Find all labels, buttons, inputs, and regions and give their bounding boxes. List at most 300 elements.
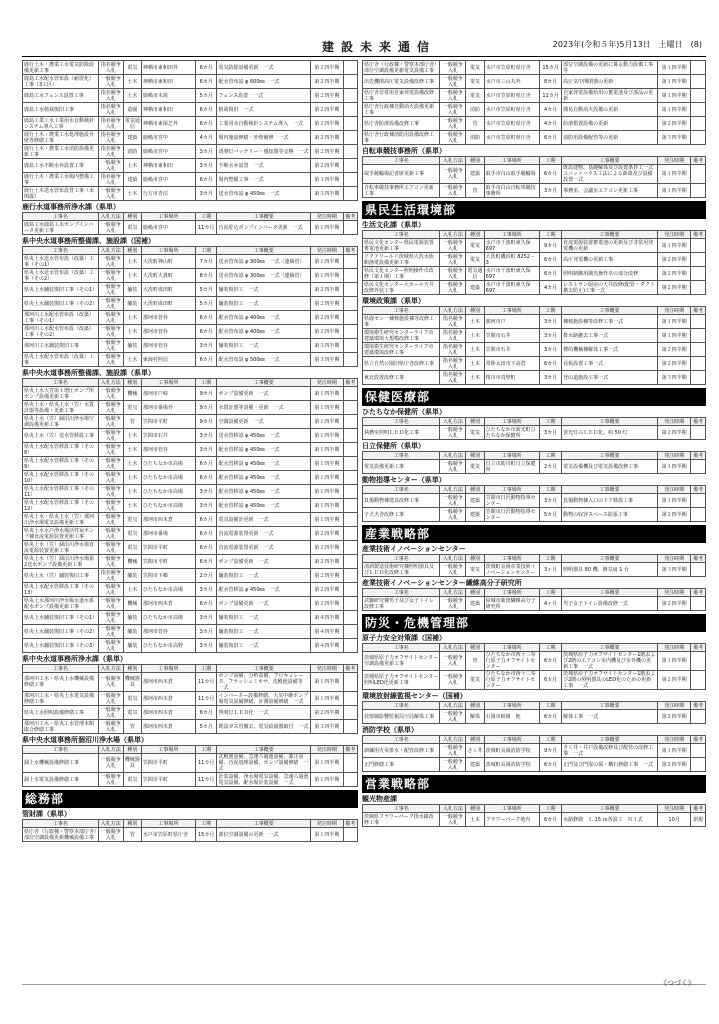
table-cell: 第３四半期: [657, 371, 690, 385]
table-cell: 電気防除設備更新 一式: [217, 61, 311, 75]
table-cell: 一般競争入札: [98, 513, 123, 527]
column-header: 入札方法: [440, 452, 466, 460]
table-cell: 9カ月: [195, 387, 217, 401]
table-cell: 水戸市千波町東久保697: [484, 281, 539, 295]
table-cell: 電気: [123, 61, 141, 75]
table-row: [23, 611, 358, 625]
table-row: [363, 758, 706, 772]
table-header-row: [23, 665, 358, 673]
table-cell: 一般競争入札: [98, 339, 123, 353]
column-header: 工期: [539, 157, 561, 165]
table-cell: 3カ月: [539, 426, 561, 440]
table-cell: 電気: [123, 773, 141, 787]
column-header: 工期: [539, 589, 561, 597]
table-cell: 管: [466, 184, 484, 198]
column-header: 工事概要: [562, 486, 658, 494]
table-row: [363, 253, 706, 267]
column-header: 発注時期: [311, 213, 343, 221]
column-header: 入札方法: [440, 231, 466, 239]
table-cell: 子犬犬舎改修工事: [363, 508, 440, 522]
table-cell: 3カ月: [195, 187, 217, 201]
table-cell: 一般競争入札: [98, 443, 123, 457]
table-cell: 指名競争入札: [98, 569, 123, 583]
table-cell: 計装設備、浄水場電気設備、急速ろ過池電気設備、配水場計装設備 一式: [217, 773, 311, 787]
table-cell: 指名競争入札: [98, 117, 123, 131]
table-cell: 3カ月: [195, 145, 217, 159]
table-cell: 一般競争入札: [98, 720, 123, 734]
table-cell: 一般競争入札: [98, 773, 123, 787]
table-header-row: [363, 231, 706, 239]
table-cell: 舗装: [123, 639, 141, 653]
table-cell: 水路修繕 Ｌ 15 ｍ各設工 Ｎ１式: [562, 813, 658, 827]
table-header-row: [363, 418, 706, 426]
column-header: 発注時期: [311, 746, 343, 754]
table-row: [363, 267, 706, 281]
table-cell: [343, 187, 357, 201]
table-cell: [691, 563, 706, 577]
column-header: 工事概要: [217, 820, 311, 828]
table-cell: 場内施設修繕・外壁補修 一式: [217, 131, 311, 145]
table-cell: [343, 754, 357, 773]
table-row: [23, 541, 358, 555]
continued-mark: 《つづく》: [660, 979, 695, 987]
table-cell: [691, 131, 706, 145]
table-cell: 電気: [466, 426, 484, 440]
column-header: 種別: [466, 452, 484, 460]
column-header: 種別: [123, 213, 141, 221]
project-table: [22, 212, 358, 235]
table-cell: 3カ月: [539, 371, 561, 385]
table-cell: ひたちなか市西十三奉行原子力オフサイトセンター: [484, 671, 539, 690]
table-cell: 送水管移設 φ 450㎜ 一式: [217, 429, 311, 443]
column-header: 工事概要: [562, 231, 658, 239]
table-row: [23, 117, 358, 131]
table-cell: 6カ月: [539, 652, 561, 671]
table-cell: 電気通信: [467, 267, 483, 280]
table-cell: 放射線影響監視局空局解体工事: [363, 710, 440, 724]
column-header: 工事名: [363, 644, 440, 652]
table-cell: 大洗町大貫町: [141, 269, 195, 283]
table-cell: [343, 75, 357, 89]
section-heading: 産業技術イノベーションセンター繊維高分子研究所: [362, 579, 522, 587]
table-cell: 消防: [466, 131, 484, 145]
table-header-row: [363, 307, 706, 315]
table-cell: 土木: [466, 343, 484, 357]
table-cell: ポンプ設備更新 一式: [217, 387, 311, 401]
table-cell: 第２四半期: [311, 145, 343, 159]
column-header: 工事場所: [484, 231, 539, 239]
column-header: 備考: [691, 805, 706, 813]
column-header: 工事概要: [562, 589, 658, 597]
department-bar-eigyou: 営業戦略部: [362, 775, 706, 793]
table-cell: 水戸市千波町東久保697: [484, 267, 539, 281]
table-cell: 一般競争入札: [98, 415, 123, 429]
table-cell: 建築: [466, 494, 484, 508]
table-cell: [343, 401, 357, 415]
table-cell: 指名競争入札: [98, 61, 123, 75]
table-header-row: [23, 746, 358, 754]
column-header: 工事場所: [141, 247, 195, 255]
table-cell: 那珂川工水舗装復旧工事: [23, 339, 99, 353]
table-cell: 県央上水配水管移設工事（その13）: [23, 583, 99, 597]
section-heading: 産業技術イノベーションセンター: [362, 545, 466, 553]
table-cell: 第１四半期: [657, 494, 690, 508]
table-cell: 6カ月: [539, 357, 561, 371]
table-cell: 県民文化センター大ホール天井改修外装工事: [363, 281, 440, 295]
table-cell: 土木: [466, 357, 484, 371]
table-cell: 第２四半期: [311, 117, 343, 131]
table-cell: 県央上水舗装復旧工事（その3）: [23, 639, 99, 653]
table-cell: 鹿行土木・農業工水処理施設外壁等修繕工事: [23, 131, 99, 145]
table-cell: 第２四半期: [311, 297, 343, 311]
column-header: 種別: [466, 702, 484, 710]
table-cell: 県央上水配水管移設工事（その12）: [23, 499, 99, 513]
project-table: [362, 485, 706, 522]
table-cell: 舗装復旧工 一式: [217, 569, 311, 583]
column-header: 工事名: [23, 665, 99, 673]
table-cell: 第２四半期: [311, 527, 343, 541]
table-cell: 第４四半期: [311, 625, 343, 639]
column-header: 工事場所: [141, 665, 195, 673]
column-header: 種別: [466, 589, 484, 597]
table-cell: 直流電源装置蓄電池の更新及び非常用発電機の更新: [562, 239, 658, 253]
department-bar-soumu: 総務部: [22, 790, 358, 808]
table-cell: 一般競争入札: [98, 311, 123, 325]
table-cell: 植栽復旧 一式: [217, 103, 311, 117]
table-cell: 日立市助川町日立保健所: [484, 460, 539, 474]
table-cell: 6カ月: [539, 267, 561, 281]
table-cell: 11カ月: [195, 773, 217, 787]
table-cell: 那珂市菅谷: [141, 311, 195, 325]
table-cell: 電気: [123, 527, 141, 541]
table-cell: 舗装復旧工 一式: [217, 611, 311, 625]
table-cell: 那珂川工水配水管布設（改築）工事（その1）: [23, 311, 99, 325]
column-header: 工事名: [23, 820, 99, 828]
table-cell: 4カ月: [539, 103, 561, 117]
table-cell: 舗装: [123, 339, 141, 353]
table-cell: 県央上水送水管布設（改築）工事（その2）: [23, 269, 99, 283]
table-cell: ポンプ設備、分析設備、フロキュレータ、フラッシュミキサ、沈殿池設備等 一式: [217, 673, 311, 692]
table-cell: 試験研究棟男子及び女子トイレ改修工事: [363, 597, 440, 611]
table-cell: 第２四半期: [311, 706, 343, 720]
column-header: 備考: [691, 555, 706, 563]
table-cell: 県央上水（笠）送水管移設工事: [23, 429, 99, 443]
table-cell: [343, 159, 357, 173]
table-row: [23, 415, 358, 429]
table-cell: 第１四半期: [311, 485, 343, 499]
table-row: [23, 187, 358, 201]
table-row: [363, 710, 706, 724]
table-row: [23, 401, 358, 415]
table-cell: 第１四半期: [311, 401, 343, 415]
table-cell: 第１四半期: [311, 269, 343, 283]
table-cell: 3カ月: [539, 315, 561, 329]
table-cell: 第２四半期: [311, 555, 343, 569]
table-cell: [691, 652, 706, 671]
table-cell: 取手競輪場記者席更新工事: [363, 165, 440, 184]
table-row: [23, 583, 358, 597]
table-cell: 石岡市柿岡 他: [484, 710, 539, 724]
table-cell: 県央上水（笠）涸沼川浄水場空調設備更新工事: [23, 415, 99, 429]
column-header: 発注時期: [657, 307, 690, 315]
table-cell: 県央上水配水管移設工事（その8）: [23, 443, 99, 457]
table-header-row: [363, 157, 706, 165]
table-cell: 6カ月: [195, 513, 217, 527]
table-row: [23, 353, 358, 367]
column-header: 発注時期: [657, 805, 690, 813]
table-cell: 鹿嶋市木滝: [141, 89, 195, 103]
table-cell: 第２四半期: [311, 159, 343, 173]
table-cell: 土木: [123, 159, 141, 173]
table-cell: 土木: [123, 255, 141, 269]
column-header: 種別: [123, 379, 141, 387]
table-row: [23, 255, 358, 269]
table-row: [23, 443, 358, 457]
table-cell: 那珂市西木倉: [141, 720, 195, 734]
table-row: [363, 597, 706, 611]
table-cell: 機械: [123, 597, 141, 611]
table-cell: 高圧発電機の更新工事: [562, 253, 658, 267]
section-heading: 管財課（県単）: [22, 810, 71, 818]
column-header: 工期: [195, 213, 217, 221]
column-header: 備考: [691, 644, 706, 652]
project-table: [22, 246, 358, 367]
table-cell: [691, 597, 706, 611]
table-cell: 第２四半期: [311, 325, 343, 339]
table-cell: [343, 339, 357, 353]
table-cell: [343, 255, 357, 269]
table-cell: 高圧気中開閉器の更新: [562, 75, 658, 89]
table-row: [23, 283, 358, 297]
table-cell: 第２四半期: [657, 253, 690, 267]
column-header: 工事名: [363, 307, 440, 315]
table-cell: 第１四半期: [311, 673, 343, 692]
table-cell: 配水管布設 φ 400㎜ 一式: [217, 325, 311, 339]
column-header: 工期: [195, 820, 217, 828]
table-cell: 県央上水舗装復旧工事（その2）: [23, 297, 99, 311]
table-cell: 3カ月: [195, 583, 217, 597]
table-cell: 笠間市石井: [484, 343, 539, 357]
table-cell: 鹿嶋市宮中: [141, 221, 195, 235]
table-cell: 県央上水舗装復旧工事（その1）: [23, 283, 99, 297]
table-header-row: [363, 486, 706, 494]
table-cell: [343, 639, 357, 653]
column-header: 工事名: [363, 157, 440, 165]
column-header: 工事名: [363, 736, 440, 744]
table-cell: 那珂市菅谷: [141, 625, 195, 639]
table-cell: 場内整備工事 一式: [217, 173, 311, 187]
table-cell: 県央上水配水管移設工事（その10）: [23, 471, 99, 485]
table-cell: 一般競争入札: [98, 255, 123, 269]
table-cell: [343, 527, 357, 541]
table-cell: 一般競争入札: [440, 165, 466, 184]
table-cell: 6カ月: [195, 311, 217, 325]
table-header-row: [23, 247, 358, 255]
table-cell: 第２四半期: [311, 103, 343, 117]
column-header: 入札方法: [98, 379, 123, 387]
table-cell: 鹿島工水植栽復旧工事: [23, 103, 99, 117]
table-header-row: [23, 820, 358, 828]
table-cell: 8カ月: [539, 75, 561, 89]
table-header-row: [363, 644, 706, 652]
table-cell: 男子女子トイレ設備改修一式: [562, 597, 658, 611]
table-cell: 茨城町長岡消防学校: [484, 744, 539, 758]
table-cell: [343, 61, 357, 75]
column-header: 工事名: [363, 555, 440, 563]
table-row: [23, 720, 358, 734]
column-header: 工事場所: [484, 555, 539, 563]
column-header: 工事名: [363, 452, 440, 460]
table-cell: 配水管移設 φ 450㎜ 一式: [217, 443, 311, 457]
table-cell: 照明器具 80 機、換気扇 1 台: [562, 563, 658, 577]
table-cell: 配水管布設 φ 600㎜ 一式: [217, 75, 311, 89]
table-cell: 消防: [123, 145, 141, 159]
column-header: 入札方法: [98, 247, 123, 255]
table-cell: 一般競争入札: [98, 583, 123, 597]
column-header: 入札方法: [440, 589, 466, 597]
table-cell: 照明制御用調光操作卓の部分改修: [562, 267, 658, 281]
table-cell: 第１四半期: [311, 773, 343, 787]
table-cell: 指名競争入札: [98, 145, 123, 159]
column-header: 入札方法: [440, 805, 466, 813]
table-cell: 第３四半期: [657, 131, 690, 145]
table-cell: 電気設備計更新 一式: [217, 513, 311, 527]
table-cell: 笠間市平町: [141, 555, 195, 569]
table-cell: 県央上水（笠）舗装復旧工事: [23, 569, 99, 583]
table-cell: [691, 710, 706, 724]
table-cell: 第１四半期: [311, 443, 343, 457]
table-cell: 第３四半期: [311, 720, 343, 734]
table-cell: 指名競争入札: [440, 343, 466, 357]
table-cell: 配水管布設 φ 500㎜ 一式: [217, 353, 311, 367]
table-row: [363, 813, 706, 827]
table-cell: 指名競争入札: [440, 329, 466, 343]
department-bar-bousai: 防災・危機管理部: [362, 614, 706, 632]
table-cell: [691, 329, 706, 343]
table-cell: 第１四半期: [657, 744, 690, 758]
table-cell: 一般競争入札: [440, 508, 466, 522]
table-cell: 一般競争入札: [98, 457, 123, 471]
column-header: 工期: [195, 379, 217, 387]
table-cell: 一般競争入札: [440, 103, 466, 117]
table-cell: 大洗町成田町: [141, 297, 195, 311]
table-cell: 第１四半期: [657, 239, 690, 253]
table-cell: 大洗町神山町: [141, 255, 195, 269]
table-cell: 水戸市千波町東久保697: [484, 239, 539, 253]
right-column: [362, 60, 706, 827]
table-cell: 7カ月: [195, 255, 217, 269]
table-cell: [343, 625, 357, 639]
table-cell: 一般競争入札: [98, 754, 123, 773]
table-cell: 舗装復旧工 一式: [217, 339, 311, 353]
table-cell: 第１四半期: [311, 513, 343, 527]
table-cell: 一般競争入札: [98, 401, 123, 415]
table-cell: 電気通信: [124, 117, 140, 130]
table-cell: 第１四半期: [311, 692, 343, 706]
table-row: [363, 281, 706, 295]
table-cell: [343, 541, 357, 555]
column-header: 工事名: [23, 746, 99, 754]
table-cell: 3カ月: [539, 184, 561, 198]
section-heading: 動物指導センター（県単）: [362, 476, 446, 484]
table-cell: 汚泥貯込ポンプインバータ更新 一式: [217, 221, 311, 235]
table-row: [363, 357, 706, 371]
table-cell: フェンス設置 一式: [217, 89, 311, 103]
table-cell: 水戸市笠原町県庁舎: [484, 103, 539, 117]
table-cell: 電気設備更新工事: [363, 460, 440, 474]
column-header: 工期: [539, 486, 561, 494]
column-header: 備考: [691, 307, 706, 315]
table-row: [23, 61, 358, 75]
table-cell: 6カ月: [195, 103, 217, 117]
table-cell: 県央上水配水管移設工事（その11）: [23, 485, 99, 499]
table-cell: 県央上水配水管移設工事（その9）: [23, 457, 99, 471]
section-heading: 県中央水道事務所整備課、施設課（国補）: [22, 237, 155, 245]
table-cell: [343, 283, 357, 297]
table-cell: [691, 671, 706, 690]
table-cell: 第２四半期: [657, 710, 690, 724]
column-header: 工事場所: [484, 418, 539, 426]
table-cell: 一般競争入札: [98, 159, 123, 173]
table-cell: [343, 720, 357, 734]
table-cell: 管: [123, 828, 141, 842]
table-cell: 土木: [123, 485, 141, 499]
table-cell: 笠間市石井: [484, 329, 539, 343]
table-cell: 造園: [123, 103, 141, 117]
table-cell: 第１四半期: [311, 499, 343, 513]
table-cell: 3カ月: [195, 499, 217, 513]
table-cell: 3カ月: [195, 159, 217, 173]
table-cell: 動物の収容スペース拡張工事: [562, 508, 658, 522]
table-cell: 6カ月: [539, 710, 561, 724]
table-cell: 舗装復旧工 一式: [217, 283, 311, 297]
table-cell: 不断水弁設置 一式: [217, 159, 311, 173]
column-header: 発注時期: [657, 452, 690, 460]
project-table: [362, 417, 706, 440]
table-cell: 3カ月: [539, 329, 561, 343]
column-header: 種別: [466, 555, 484, 563]
table-cell: [691, 89, 706, 103]
table-cell: 第１四半期: [311, 221, 343, 235]
column-header: 発注時期: [657, 555, 690, 563]
table-cell: 第１四半期: [311, 471, 343, 485]
table-cell: 5カ月: [195, 720, 217, 734]
table-cell: 水戸市笠原町県庁舎: [484, 61, 539, 75]
column-header: 備考: [691, 736, 706, 744]
column-header: 発注時期: [657, 231, 690, 239]
table-cell: 笠間市日沢動物指導センター: [484, 508, 539, 522]
table-cell: 水戸市笠原町県庁舎: [484, 117, 539, 131]
table-row: [23, 339, 358, 353]
table-cell: 那珂市西木倉: [141, 513, 195, 527]
table-cell: 一般競争入札: [440, 184, 466, 198]
table-cell: 県央上水（笠）涸沼川浄水場第2送水ポンプ設備更新工事: [23, 555, 99, 569]
table-row: [23, 89, 358, 103]
table-cell: 正門及び門扉の保・構石修繕工事 一式: [562, 758, 658, 772]
table-cell: 消防: [466, 103, 484, 117]
table-cell: 笠間市平町: [141, 754, 195, 773]
table-cell: [691, 494, 706, 508]
table-cell: [343, 555, 357, 569]
table-cell: 配水管移設 φ 450㎜ 一式: [217, 485, 311, 499]
table-cell: 第１四半期: [657, 165, 690, 184]
table-row: [363, 343, 706, 357]
table-cell: 一般競争入札: [440, 758, 466, 772]
table-cell: [343, 513, 357, 527]
table-cell: 一般競争入札: [98, 706, 123, 720]
table-cell: 11カ月: [195, 692, 217, 706]
table-cell: 県立自然公園旧県庁舎改修工事: [363, 357, 440, 371]
